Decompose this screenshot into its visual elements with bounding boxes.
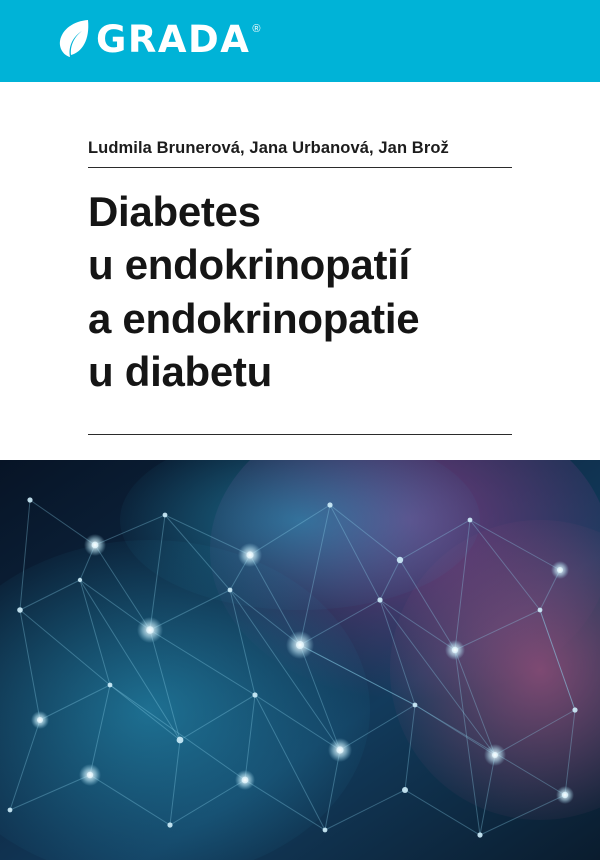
publisher-name: GRADA bbox=[96, 18, 251, 61]
publisher-logo bbox=[58, 18, 260, 62]
title-line-4: u diabetu bbox=[88, 347, 272, 395]
title-line-3: a endokrinopatie bbox=[88, 294, 420, 342]
divider-bottom bbox=[88, 434, 512, 435]
grada-leaf-logo-icon bbox=[58, 18, 92, 62]
divider-top bbox=[88, 167, 512, 168]
cover-artwork bbox=[0, 460, 600, 860]
title-area bbox=[0, 82, 600, 460]
page-title bbox=[88, 185, 528, 398]
authors-line: Ludmila Brunerová, Jana Urbanová, Jan Brož bbox=[88, 139, 449, 157]
trademark-symbol: ® bbox=[252, 23, 261, 35]
publisher-band bbox=[0, 0, 600, 82]
network-graphic bbox=[0, 460, 600, 860]
title-line-2: u endokrinopatií bbox=[88, 241, 410, 289]
title-line-1: Diabetes bbox=[88, 188, 261, 235]
